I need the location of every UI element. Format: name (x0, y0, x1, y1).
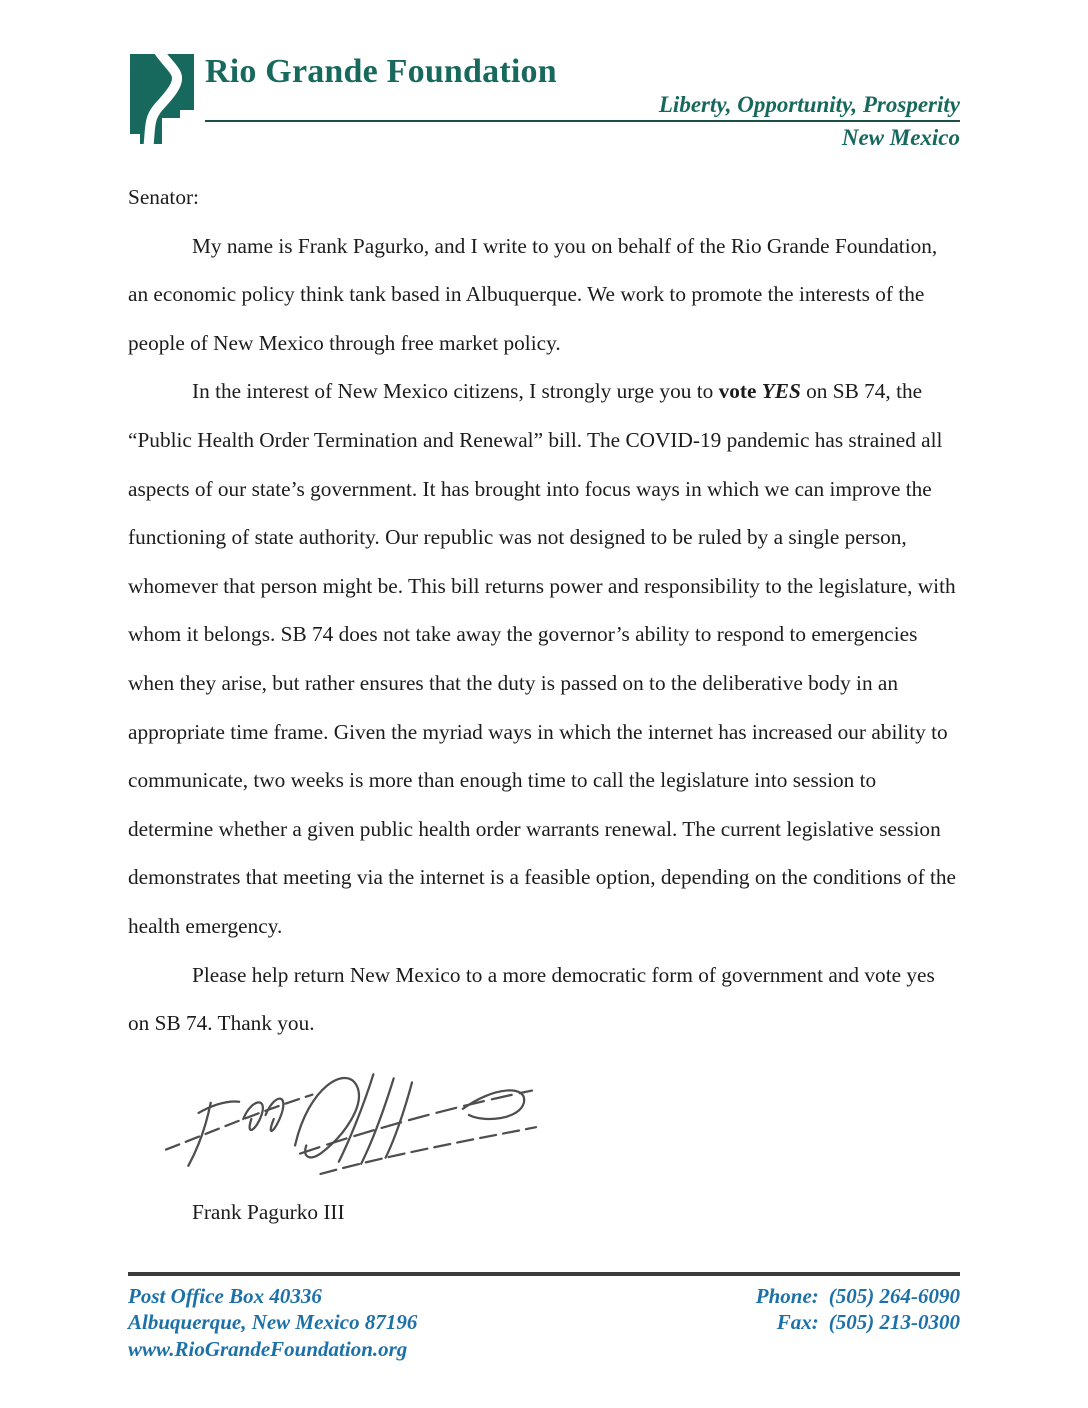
organization-tagline: Liberty, Opportunity, Prosperity (658, 92, 960, 117)
letter-footer (128, 1272, 960, 1363)
organization-region: New Mexico (841, 125, 960, 150)
phone-number: (505) 264-6090 (828, 1283, 960, 1308)
footer-fax-line (756, 1309, 960, 1336)
letter-body (128, 173, 960, 1048)
letter-paragraph: In the interest of New Mexico citizens, I strongly urge you to vote YES on SB 74, the “Public Health Order Termination and Renewal” bill. The COVID-19 pandemic has strained all aspects of our state’s government. It has brought into focus ways in which we can improve the functioning of state authority. Our republic was not designed to be ruled by a single person, whomever that person might be. This bill returns power and responsibility to the legislature, with whom it belongs. SB 74 does not take away the governor’s ability to respond to emergencies when they arise, but rather ensures that the duty is passed on to the deliberative body in an appropriate time frame. Given the myriad ways in which the internet has increased our ability to communicate, two weeks is more than enough time to call the legislature into session to determine whether a given public health order warrants renewal. The current legislative session demonstrates that meeting via the internet is a feasible option, depending on the conditions of the health emergency. (128, 379, 956, 938)
letter-paragraph: My name is Frank Pagurko, and I write to you on behalf of the Rio Grande Foundation, an economic policy think tank based in Albuquerque. We work to promote the interests of the people of New Mexico through free market policy. (128, 233, 938, 355)
salutation: Senator: (128, 185, 199, 209)
footer-contact-block (756, 1283, 960, 1363)
organization-name: Rio Grande Foundation (205, 53, 557, 90)
header-divider (205, 120, 960, 122)
footer-address-line: Post Office Box 40336 (128, 1283, 322, 1308)
footer-website: www.RioGrandeFoundation.org (128, 1336, 408, 1361)
phone-label: Phone: (755, 1283, 819, 1308)
letterhead-right (205, 54, 960, 150)
footer-address-line: Albuquerque, New Mexico 87196 (128, 1310, 418, 1334)
footer-phone-line (756, 1283, 960, 1310)
letter-paragraph: Please help return New Mexico to a more democratic form of government and vote yes on SB 74. Thank you. (128, 962, 935, 1036)
fax-number: (505) 213-0300 (828, 1310, 960, 1334)
fax-label: Fax: (776, 1310, 819, 1334)
letterhead (128, 54, 960, 150)
handwritten-signature-image (152, 1056, 550, 1178)
footer-divider (128, 1272, 960, 1276)
letter-paragraphs (128, 222, 960, 1048)
signer-name: Frank Pagurko III (192, 1199, 345, 1224)
new-mexico-river-logo-icon (128, 54, 196, 150)
footer-address-block (128, 1283, 417, 1363)
